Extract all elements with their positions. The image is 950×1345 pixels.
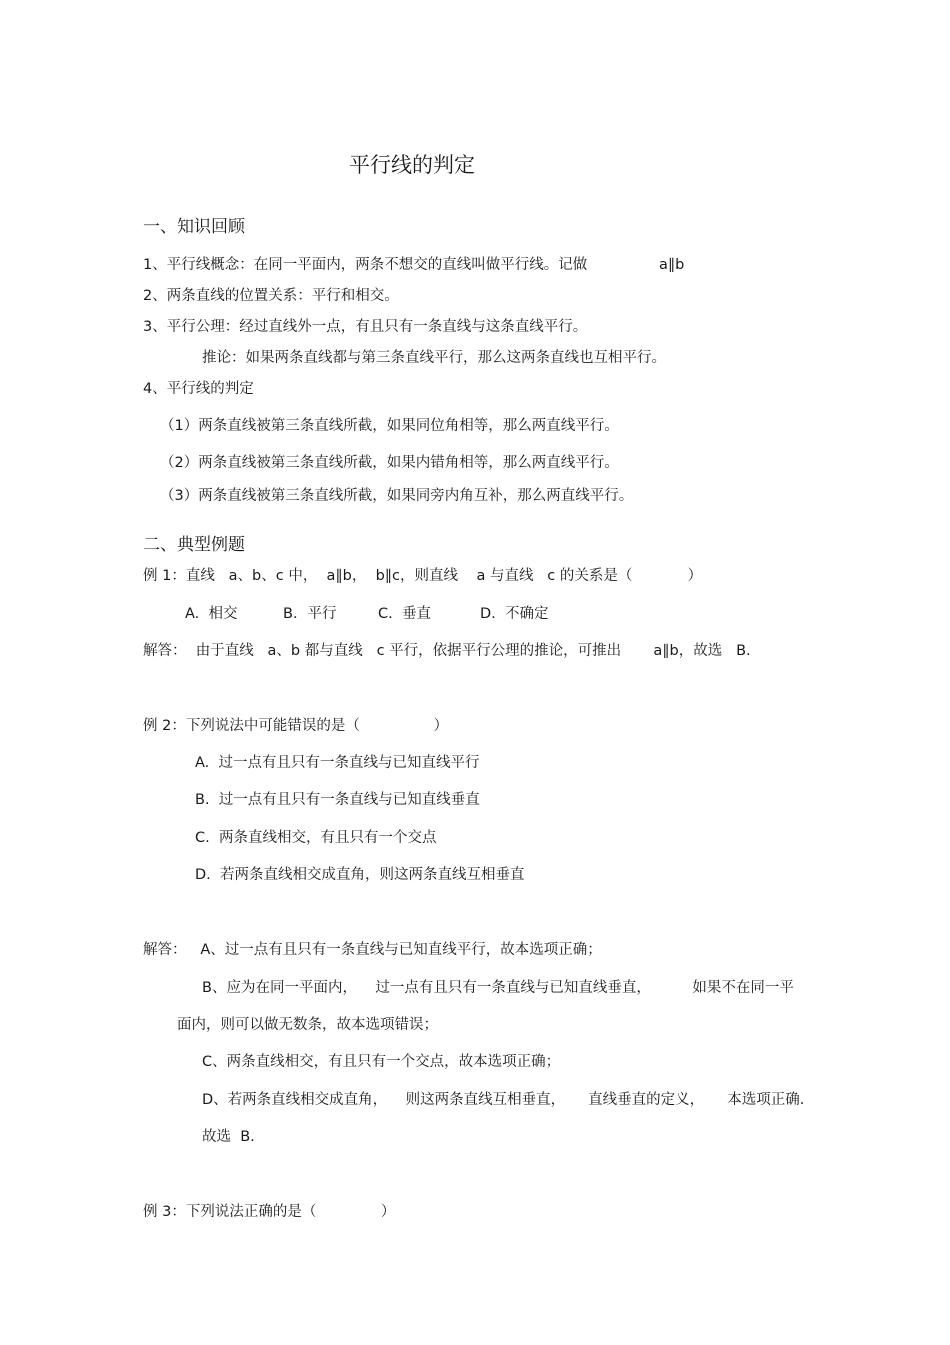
paragraph-parallel-axiom: 3、平行公理：经过直线外一点，有且只有一条直线与这条直线平行。 [143, 319, 588, 335]
criterion-item-3: （3）两条直线被第三条直线所截，如果同旁内角互补，那么两直线平行。 [160, 488, 634, 504]
example-1-option-c: C. 垂直 [378, 606, 431, 622]
example-2-option-d: D. 若两条直线相交成直角，则这两条直线互相垂直 [195, 867, 525, 883]
paragraph-axiom-corollary: 推论：如果两条直线都与第三条直线平行，那么这两条直线也互相平行。 [202, 350, 666, 366]
section-heading-review: 一、知识回顾 [143, 217, 245, 237]
example-1-option-d: D. 不确定 [480, 606, 549, 622]
example-1-question: 例 1：直线 a、b、c 中， a∥b， b∥c，则直线 a 与直线 c 的关系是（ ） [143, 568, 703, 584]
example-2-answer-b-line2: 面内，则可以做无数条，故本选项错误； [177, 1017, 438, 1033]
example-2-option-a: A. 过一点有且只有一条直线与已知直线平行 [195, 755, 480, 771]
example-2-answer-a: 解答： A、过一点有且只有一条直线与已知直线平行，故本选项正确； [143, 942, 602, 958]
example-2-answer-b-line1: B、应为在同一平面内， 过一点有且只有一条直线与已知直线垂直， 如果不在同一平 [202, 980, 794, 996]
example-2-answer-c: C、两条直线相交，有且只有一个交点，故本选项正确； [202, 1054, 561, 1070]
section-heading-examples: 二、典型例题 [143, 535, 245, 555]
example-2-answer-d: D、若两条直线相交成直角， 则这两条直线互相垂直， 直线垂直的定义， 本选项正确. [202, 1092, 805, 1108]
paragraph-parallel-concept: 1、平行线概念：在同一平面内，两条不想交的直线叫做平行线。记做 [143, 257, 588, 273]
example-2-option-b: B. 过一点有且只有一条直线与已知直线垂直 [195, 792, 480, 808]
example-1-option-a: A. 相交 [185, 606, 238, 622]
paragraph-positional-relation: 2、两条直线的位置关系：平行和相交。 [143, 288, 399, 304]
paragraph-parallel-notation: a∥b [659, 257, 685, 273]
example-2-question: 例 2：下列说法中可能错误的是（ ） [143, 718, 449, 734]
example-2-option-c: C. 两条直线相交，有且只有一个交点 [195, 830, 437, 846]
example-2-conclusion: 故选 B. [202, 1129, 255, 1145]
example-1-answer: 解答： 由于直线 a、b 都与直线 c 平行，依据平行公理的推论，可推出 a∥b，故选 B. [143, 643, 751, 659]
example-3-question: 例 3：下列说法正确的是（ ） [143, 1204, 396, 1220]
example-1-option-b: B．平行 [283, 606, 337, 622]
paragraph-parallel-criteria: 4、平行线的判定 [143, 381, 254, 397]
page-title: 平行线的判定 [349, 153, 475, 177]
criterion-item-2: （2）两条直线被第三条直线所截，如果内错角相等，那么两直线平行。 [160, 455, 619, 471]
criterion-item-1: （1）两条直线被第三条直线所截，如果同位角相等，那么两直线平行。 [160, 418, 619, 434]
